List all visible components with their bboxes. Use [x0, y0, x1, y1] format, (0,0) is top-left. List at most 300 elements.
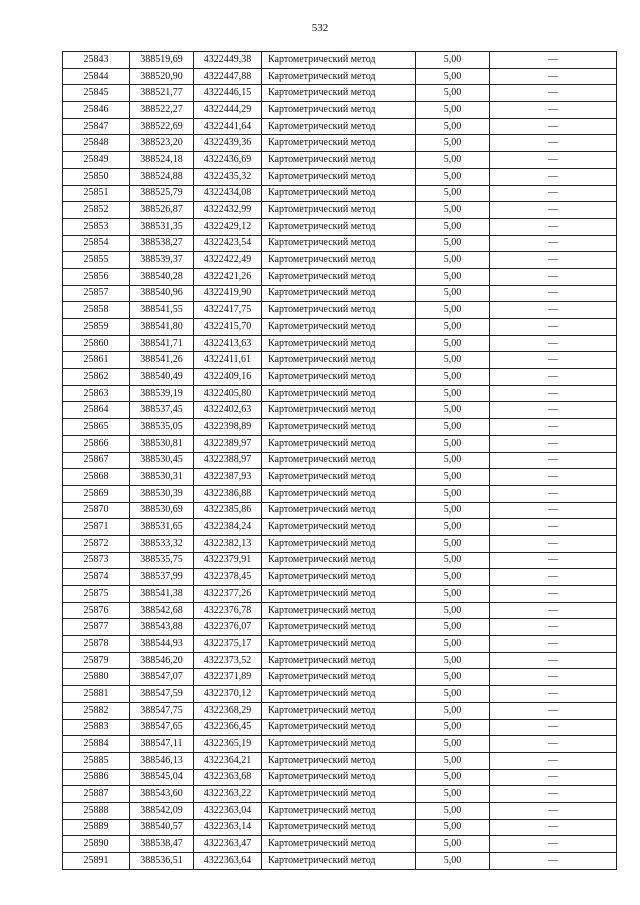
point-number-cell: 25879 [63, 652, 130, 669]
y-coordinate-cell: 4322363,47 [194, 836, 262, 853]
table-row [63, 352, 617, 369]
x-coordinate-cell: 388546,20 [130, 652, 194, 669]
y-coordinate-cell: 4322364,21 [194, 752, 262, 769]
y-coordinate-cell: 4322423,54 [194, 235, 262, 252]
accuracy-cell: 5,00 [416, 619, 490, 636]
x-coordinate-cell: 388531,35 [130, 218, 194, 235]
y-coordinate-cell: 4322446,15 [194, 85, 262, 102]
table-row [63, 686, 617, 703]
description-cell: — [490, 118, 617, 135]
description-cell: — [490, 652, 617, 669]
point-number-cell: 25860 [63, 335, 130, 352]
point-number-cell: 25851 [63, 185, 130, 202]
y-coordinate-cell: 4322371,89 [194, 669, 262, 686]
description-cell: — [490, 102, 617, 119]
y-coordinate-cell: 4322436,69 [194, 152, 262, 169]
x-coordinate-cell: 388530,39 [130, 485, 194, 502]
y-coordinate-cell: 4322422,49 [194, 252, 262, 269]
y-coordinate-cell: 4322373,52 [194, 652, 262, 669]
accuracy-cell: 5,00 [416, 268, 490, 285]
accuracy-cell: 5,00 [416, 602, 490, 619]
accuracy-cell: 5,00 [416, 652, 490, 669]
method-cell: Картометрический метод [262, 669, 416, 686]
description-cell: — [490, 719, 617, 736]
point-number-cell: 25859 [63, 319, 130, 336]
method-cell: Картометрический метод [262, 802, 416, 819]
point-number-cell: 25880 [63, 669, 130, 686]
x-coordinate-cell: 388543,60 [130, 786, 194, 803]
y-coordinate-cell: 4322387,93 [194, 469, 262, 486]
y-coordinate-cell: 4322385,86 [194, 502, 262, 519]
y-coordinate-cell: 4322415,70 [194, 319, 262, 336]
table-row [63, 419, 617, 436]
method-cell: Картометрический метод [262, 786, 416, 803]
point-number-cell: 25865 [63, 419, 130, 436]
method-cell: Картометрический метод [262, 68, 416, 85]
accuracy-cell: 5,00 [416, 202, 490, 219]
accuracy-cell: 5,00 [416, 752, 490, 769]
accuracy-cell: 5,00 [416, 769, 490, 786]
method-cell: Картометрический метод [262, 485, 416, 502]
point-number-cell: 25849 [63, 152, 130, 169]
point-number-cell: 25847 [63, 118, 130, 135]
description-cell: — [490, 352, 617, 369]
accuracy-cell: 5,00 [416, 252, 490, 269]
point-number-cell: 25885 [63, 752, 130, 769]
accuracy-cell: 5,00 [416, 235, 490, 252]
table-row [63, 652, 617, 669]
accuracy-cell: 5,00 [416, 118, 490, 135]
accuracy-cell: 5,00 [416, 786, 490, 803]
accuracy-cell: 5,00 [416, 218, 490, 235]
method-cell: Картометрический метод [262, 168, 416, 185]
table-row [63, 52, 617, 69]
method-cell: Картометрический метод [262, 235, 416, 252]
point-number-cell: 25845 [63, 85, 130, 102]
method-cell: Картометрический метод [262, 202, 416, 219]
y-coordinate-cell: 4322449,38 [194, 52, 262, 69]
method-cell: Картометрический метод [262, 335, 416, 352]
accuracy-cell: 5,00 [416, 485, 490, 502]
method-cell: Картометрический метод [262, 469, 416, 486]
method-cell: Картометрический метод [262, 686, 416, 703]
point-number-cell: 25866 [63, 435, 130, 452]
point-number-cell: 25886 [63, 769, 130, 786]
table-row [63, 202, 617, 219]
method-cell: Картометрический метод [262, 769, 416, 786]
x-coordinate-cell: 388530,45 [130, 452, 194, 469]
y-coordinate-cell: 4322366,45 [194, 719, 262, 736]
y-coordinate-cell: 4322429,12 [194, 218, 262, 235]
x-coordinate-cell: 388531,65 [130, 519, 194, 536]
method-cell: Картометрический метод [262, 752, 416, 769]
method-cell: Картометрический метод [262, 819, 416, 836]
method-cell: Картометрический метод [262, 502, 416, 519]
table-row [63, 335, 617, 352]
description-cell: — [490, 669, 617, 686]
table-row [63, 569, 617, 586]
description-cell: — [490, 235, 617, 252]
x-coordinate-cell: 388541,38 [130, 586, 194, 603]
accuracy-cell: 5,00 [416, 586, 490, 603]
table-row [63, 702, 617, 719]
table-row [63, 302, 617, 319]
method-cell: Картометрический метод [262, 52, 416, 69]
x-coordinate-cell: 388541,55 [130, 302, 194, 319]
y-coordinate-cell: 4322413,63 [194, 335, 262, 352]
point-number-cell: 25868 [63, 469, 130, 486]
y-coordinate-cell: 4322444,29 [194, 102, 262, 119]
accuracy-cell: 5,00 [416, 569, 490, 586]
table-row [63, 552, 617, 569]
table-row [63, 218, 617, 235]
accuracy-cell: 5,00 [416, 719, 490, 736]
x-coordinate-cell: 388541,26 [130, 352, 194, 369]
table-body [63, 52, 617, 870]
method-cell: Картометрический метод [262, 736, 416, 753]
accuracy-cell: 5,00 [416, 435, 490, 452]
table-row [63, 135, 617, 152]
description-cell: — [490, 569, 617, 586]
x-coordinate-cell: 388537,99 [130, 569, 194, 586]
y-coordinate-cell: 4322363,68 [194, 769, 262, 786]
point-number-cell: 25876 [63, 602, 130, 619]
x-coordinate-cell: 388523,20 [130, 135, 194, 152]
description-cell: — [490, 636, 617, 653]
method-cell: Картометрический метод [262, 319, 416, 336]
y-coordinate-cell: 4322402,63 [194, 402, 262, 419]
method-cell: Картометрический метод [262, 636, 416, 653]
y-coordinate-cell: 4322441,64 [194, 118, 262, 135]
point-number-cell: 25864 [63, 402, 130, 419]
x-coordinate-cell: 388524,88 [130, 168, 194, 185]
y-coordinate-cell: 4322377,26 [194, 586, 262, 603]
method-cell: Картометрический метод [262, 519, 416, 536]
x-coordinate-cell: 388538,27 [130, 235, 194, 252]
method-cell: Картометрический метод [262, 152, 416, 169]
method-cell: Картометрический метод [262, 135, 416, 152]
table-row [63, 769, 617, 786]
method-cell: Картометрический метод [262, 285, 416, 302]
y-coordinate-cell: 4322409,16 [194, 369, 262, 386]
point-number-cell: 25863 [63, 385, 130, 402]
x-coordinate-cell: 388547,11 [130, 736, 194, 753]
description-cell: — [490, 752, 617, 769]
x-coordinate-cell: 388521,77 [130, 85, 194, 102]
x-coordinate-cell: 388547,59 [130, 686, 194, 703]
point-number-cell: 25872 [63, 535, 130, 552]
point-number-cell: 25846 [63, 102, 130, 119]
table-row [63, 185, 617, 202]
accuracy-cell: 5,00 [416, 335, 490, 352]
x-coordinate-cell: 388547,75 [130, 702, 194, 719]
table-row [63, 369, 617, 386]
table-row [63, 85, 617, 102]
description-cell: — [490, 519, 617, 536]
accuracy-cell: 5,00 [416, 535, 490, 552]
accuracy-cell: 5,00 [416, 402, 490, 419]
method-cell: Картометрический метод [262, 385, 416, 402]
description-cell: — [490, 502, 617, 519]
accuracy-cell: 5,00 [416, 669, 490, 686]
table-row [63, 68, 617, 85]
accuracy-cell: 5,00 [416, 819, 490, 836]
point-number-cell: 25870 [63, 502, 130, 519]
point-number-cell: 25884 [63, 736, 130, 753]
description-cell: — [490, 702, 617, 719]
point-number-cell: 25874 [63, 569, 130, 586]
y-coordinate-cell: 4322363,64 [194, 853, 262, 870]
y-coordinate-cell: 4322432,99 [194, 202, 262, 219]
table-row [63, 586, 617, 603]
method-cell: Картометрический метод [262, 402, 416, 419]
y-coordinate-cell: 4322370,12 [194, 686, 262, 703]
accuracy-cell: 5,00 [416, 385, 490, 402]
point-number-cell: 25861 [63, 352, 130, 369]
x-coordinate-cell: 388540,49 [130, 369, 194, 386]
description-cell: — [490, 385, 617, 402]
y-coordinate-cell: 4322382,13 [194, 535, 262, 552]
table-row [63, 669, 617, 686]
point-number-cell: 25850 [63, 168, 130, 185]
method-cell: Картометрический метод [262, 569, 416, 586]
method-cell: Картометрический метод [262, 185, 416, 202]
point-number-cell: 25875 [63, 586, 130, 603]
method-cell: Картометрический метод [262, 218, 416, 235]
table-row [63, 319, 617, 336]
point-number-cell: 25877 [63, 619, 130, 636]
y-coordinate-cell: 4322368,29 [194, 702, 262, 719]
accuracy-cell: 5,00 [416, 369, 490, 386]
table-row [63, 268, 617, 285]
x-coordinate-cell: 388519,69 [130, 52, 194, 69]
x-coordinate-cell: 388533,32 [130, 535, 194, 552]
accuracy-cell: 5,00 [416, 702, 490, 719]
description-cell: — [490, 68, 617, 85]
x-coordinate-cell: 388535,75 [130, 552, 194, 569]
y-coordinate-cell: 4322378,45 [194, 569, 262, 586]
y-coordinate-cell: 4322376,07 [194, 619, 262, 636]
description-cell: — [490, 152, 617, 169]
table-row [63, 102, 617, 119]
method-cell: Картометрический метод [262, 369, 416, 386]
y-coordinate-cell: 4322435,32 [194, 168, 262, 185]
x-coordinate-cell: 388547,65 [130, 719, 194, 736]
description-cell: — [490, 285, 617, 302]
method-cell: Картометрический метод [262, 435, 416, 452]
y-coordinate-cell: 4322447,88 [194, 68, 262, 85]
method-cell: Картометрический метод [262, 352, 416, 369]
description-cell: — [490, 736, 617, 753]
point-number-cell: 25883 [63, 719, 130, 736]
accuracy-cell: 5,00 [416, 319, 490, 336]
table-row [63, 853, 617, 870]
description-cell: — [490, 419, 617, 436]
point-number-cell: 25843 [63, 52, 130, 69]
y-coordinate-cell: 4322379,91 [194, 552, 262, 569]
accuracy-cell: 5,00 [416, 636, 490, 653]
method-cell: Картометрический метод [262, 853, 416, 870]
accuracy-cell: 5,00 [416, 469, 490, 486]
description-cell: — [490, 819, 617, 836]
y-coordinate-cell: 4322439,36 [194, 135, 262, 152]
method-cell: Картометрический метод [262, 535, 416, 552]
x-coordinate-cell: 388539,19 [130, 385, 194, 402]
description-cell: — [490, 202, 617, 219]
point-number-cell: 25869 [63, 485, 130, 502]
x-coordinate-cell: 388536,51 [130, 853, 194, 870]
method-cell: Картометрический метод [262, 652, 416, 669]
y-coordinate-cell: 4322388,97 [194, 452, 262, 469]
y-coordinate-cell: 4322375,17 [194, 636, 262, 653]
x-coordinate-cell: 388522,27 [130, 102, 194, 119]
point-number-cell: 25871 [63, 519, 130, 536]
point-number-cell: 25857 [63, 285, 130, 302]
accuracy-cell: 5,00 [416, 802, 490, 819]
x-coordinate-cell: 388544,93 [130, 636, 194, 653]
accuracy-cell: 5,00 [416, 836, 490, 853]
description-cell: — [490, 602, 617, 619]
point-number-cell: 25873 [63, 552, 130, 569]
y-coordinate-cell: 4322363,22 [194, 786, 262, 803]
description-cell: — [490, 853, 617, 870]
table-row [63, 819, 617, 836]
page-number: 532 [311, 22, 329, 34]
method-cell: Картометрический метод [262, 836, 416, 853]
table-row [63, 636, 617, 653]
accuracy-cell: 5,00 [416, 135, 490, 152]
y-coordinate-cell: 4322421,26 [194, 268, 262, 285]
y-coordinate-cell: 4322365,19 [194, 736, 262, 753]
point-number-cell: 25881 [63, 686, 130, 703]
table-row [63, 485, 617, 502]
table-row [63, 252, 617, 269]
accuracy-cell: 5,00 [416, 102, 490, 119]
description-cell: — [490, 586, 617, 603]
method-cell: Картометрический метод [262, 719, 416, 736]
y-coordinate-cell: 4322386,88 [194, 485, 262, 502]
method-cell: Картометрический метод [262, 619, 416, 636]
table-row [63, 452, 617, 469]
description-cell: — [490, 802, 617, 819]
method-cell: Картометрический метод [262, 586, 416, 603]
table-row [63, 469, 617, 486]
point-number-cell: 25887 [63, 786, 130, 803]
y-coordinate-cell: 4322384,24 [194, 519, 262, 536]
y-coordinate-cell: 4322417,75 [194, 302, 262, 319]
accuracy-cell: 5,00 [416, 552, 490, 569]
point-number-cell: 25882 [63, 702, 130, 719]
description-cell: — [490, 535, 617, 552]
description-cell: — [490, 686, 617, 703]
table-row [63, 402, 617, 419]
accuracy-cell: 5,00 [416, 502, 490, 519]
accuracy-cell: 5,00 [416, 302, 490, 319]
x-coordinate-cell: 388543,88 [130, 619, 194, 636]
y-coordinate-cell: 4322398,89 [194, 419, 262, 436]
description-cell: — [490, 135, 617, 152]
accuracy-cell: 5,00 [416, 68, 490, 85]
y-coordinate-cell: 4322411,61 [194, 352, 262, 369]
description-cell: — [490, 836, 617, 853]
description-cell: — [490, 335, 617, 352]
accuracy-cell: 5,00 [416, 285, 490, 302]
x-coordinate-cell: 388541,80 [130, 319, 194, 336]
point-number-cell: 25891 [63, 853, 130, 870]
description-cell: — [490, 319, 617, 336]
table-row [63, 118, 617, 135]
x-coordinate-cell: 388540,57 [130, 819, 194, 836]
x-coordinate-cell: 388542,09 [130, 802, 194, 819]
point-number-cell: 25867 [63, 452, 130, 469]
description-cell: — [490, 252, 617, 269]
y-coordinate-cell: 4322419,90 [194, 285, 262, 302]
accuracy-cell: 5,00 [416, 52, 490, 69]
point-number-cell: 25878 [63, 636, 130, 653]
description-cell: — [490, 452, 617, 469]
y-coordinate-cell: 4322389,97 [194, 435, 262, 452]
x-coordinate-cell: 388530,81 [130, 435, 194, 452]
x-coordinate-cell: 388522,69 [130, 118, 194, 135]
method-cell: Картометрический метод [262, 702, 416, 719]
table-row [63, 736, 617, 753]
accuracy-cell: 5,00 [416, 853, 490, 870]
x-coordinate-cell: 388525,79 [130, 185, 194, 202]
accuracy-cell: 5,00 [416, 152, 490, 169]
accuracy-cell: 5,00 [416, 736, 490, 753]
x-coordinate-cell: 388539,37 [130, 252, 194, 269]
table-row [63, 502, 617, 519]
point-number-cell: 25852 [63, 202, 130, 219]
table-row [63, 535, 617, 552]
description-cell: — [490, 786, 617, 803]
point-number-cell: 25855 [63, 252, 130, 269]
method-cell: Картометрический метод [262, 419, 416, 436]
table-row [63, 836, 617, 853]
x-coordinate-cell: 388542,68 [130, 602, 194, 619]
x-coordinate-cell: 388540,96 [130, 285, 194, 302]
point-number-cell: 25844 [63, 68, 130, 85]
table-row [63, 786, 617, 803]
table-row [63, 285, 617, 302]
description-cell: — [490, 268, 617, 285]
table-row [63, 152, 617, 169]
x-coordinate-cell: 388541,71 [130, 335, 194, 352]
accuracy-cell: 5,00 [416, 452, 490, 469]
method-cell: Картометрический метод [262, 602, 416, 619]
description-cell: — [490, 402, 617, 419]
table-row [63, 719, 617, 736]
description-cell: — [490, 52, 617, 69]
y-coordinate-cell: 4322405,80 [194, 385, 262, 402]
y-coordinate-cell: 4322363,14 [194, 819, 262, 836]
x-coordinate-cell: 388535,05 [130, 419, 194, 436]
point-number-cell: 25858 [63, 302, 130, 319]
table-row [63, 519, 617, 536]
method-cell: Картометрический метод [262, 85, 416, 102]
x-coordinate-cell: 388537,45 [130, 402, 194, 419]
y-coordinate-cell: 4322363,04 [194, 802, 262, 819]
point-number-cell: 25853 [63, 218, 130, 235]
accuracy-cell: 5,00 [416, 419, 490, 436]
description-cell: — [490, 168, 617, 185]
description-cell: — [490, 435, 617, 452]
point-number-cell: 25890 [63, 836, 130, 853]
method-cell: Картометрический метод [262, 268, 416, 285]
table-row [63, 385, 617, 402]
method-cell: Картометрический метод [262, 118, 416, 135]
x-coordinate-cell: 388546,13 [130, 752, 194, 769]
